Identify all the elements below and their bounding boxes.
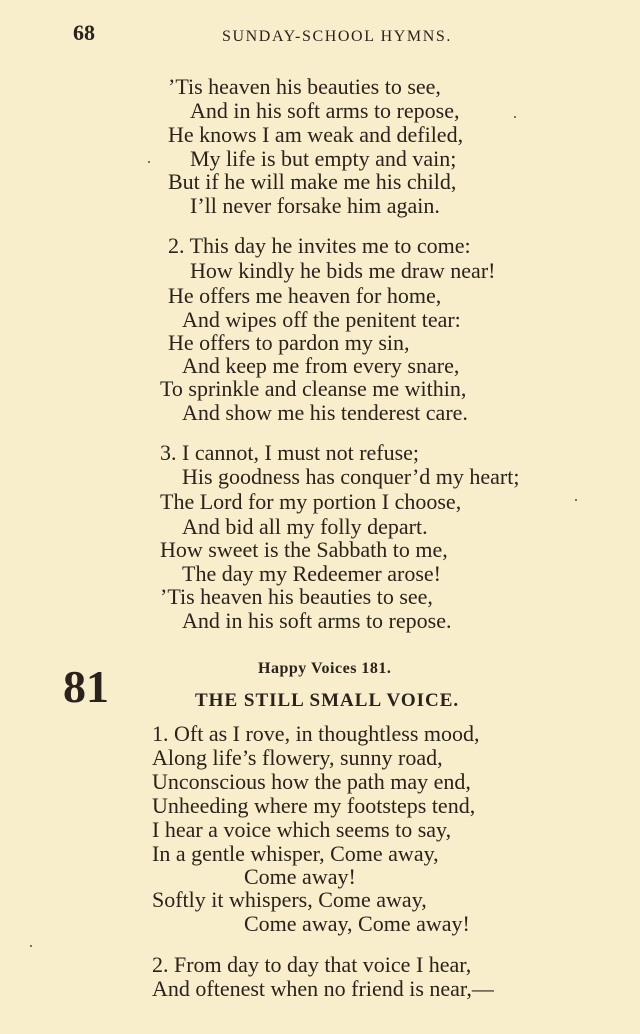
verse-line: 1. Oft as I rove, in thoughtless mood, bbox=[152, 721, 480, 746]
verse-line: To sprinkle and cleanse me within, bbox=[160, 376, 467, 401]
hymn-number: 81 bbox=[63, 661, 109, 712]
verse-line: Come away! bbox=[244, 864, 356, 889]
verse-line: Along life’s flowery, sunny road, bbox=[152, 745, 443, 770]
verse-line: I hear a voice which seems to say, bbox=[152, 817, 452, 842]
verse-line: In a gentle whisper, Come away, bbox=[152, 841, 439, 866]
verse-line: 3. I cannot, I must not refuse; bbox=[160, 440, 420, 465]
verse-line: The Lord for my portion I choose, bbox=[160, 489, 462, 514]
paper-speck bbox=[30, 945, 32, 947]
verse-line: And wipes off the penitent tear: bbox=[182, 307, 461, 332]
verse-line: He offers to pardon my sin, bbox=[168, 330, 410, 355]
verse-line: Unconscious how the path may end, bbox=[152, 769, 471, 794]
paper-speck bbox=[514, 116, 516, 118]
verse-line: And keep me from every snare, bbox=[182, 353, 460, 378]
verse-line: But if he will make me his child, bbox=[168, 169, 457, 194]
verse-line: My life is but empty and vain; bbox=[190, 146, 457, 171]
verse-line: He offers me heaven for home, bbox=[168, 283, 442, 308]
verse-line: And in his soft arms to repose, bbox=[190, 98, 460, 123]
verse-line: 2. From day to day that voice I hear, bbox=[152, 952, 472, 977]
verse-line: And bid all my folly depart. bbox=[182, 514, 428, 539]
verse-line: I’ll never forsake him again. bbox=[190, 193, 440, 218]
verse-line: How sweet is the Sabbath to me, bbox=[160, 537, 448, 562]
verse-line: Come away, Come away! bbox=[244, 911, 470, 936]
verse-line: ’Tis heaven his beauties to see, bbox=[168, 74, 441, 99]
page-number: 68 bbox=[73, 20, 95, 45]
verse-line: And oftenest when no friend is near,— bbox=[152, 976, 494, 1001]
verse-line: His goodness has conquer’d my heart; bbox=[182, 464, 520, 489]
verse-line: And show me his tenderest care. bbox=[182, 400, 468, 425]
verse-line: And in his soft arms to repose. bbox=[182, 608, 452, 633]
paper-speck bbox=[575, 499, 577, 501]
verse-line: Unheeding where my footsteps tend, bbox=[152, 793, 476, 818]
verse-line: ’Tis heaven his beauties to see, bbox=[160, 584, 433, 609]
verse-line: 2. This day he invites me to come: bbox=[168, 233, 471, 258]
verse-line: The day my Redeemer arose! bbox=[182, 561, 441, 586]
verse-line: He knows I am weak and defiled, bbox=[168, 122, 464, 147]
paper-speck bbox=[148, 161, 150, 163]
verse-line: How kindly he bids me draw near! bbox=[190, 258, 496, 283]
running-title: SUNDAY-SCHOOL HYMNS. bbox=[222, 28, 452, 45]
hymn-source: Happy Voices 181. bbox=[258, 660, 392, 677]
hymn-title: THE STILL SMALL VOICE. bbox=[195, 690, 460, 711]
verse-line: Softly it whispers, Come away, bbox=[152, 887, 427, 912]
